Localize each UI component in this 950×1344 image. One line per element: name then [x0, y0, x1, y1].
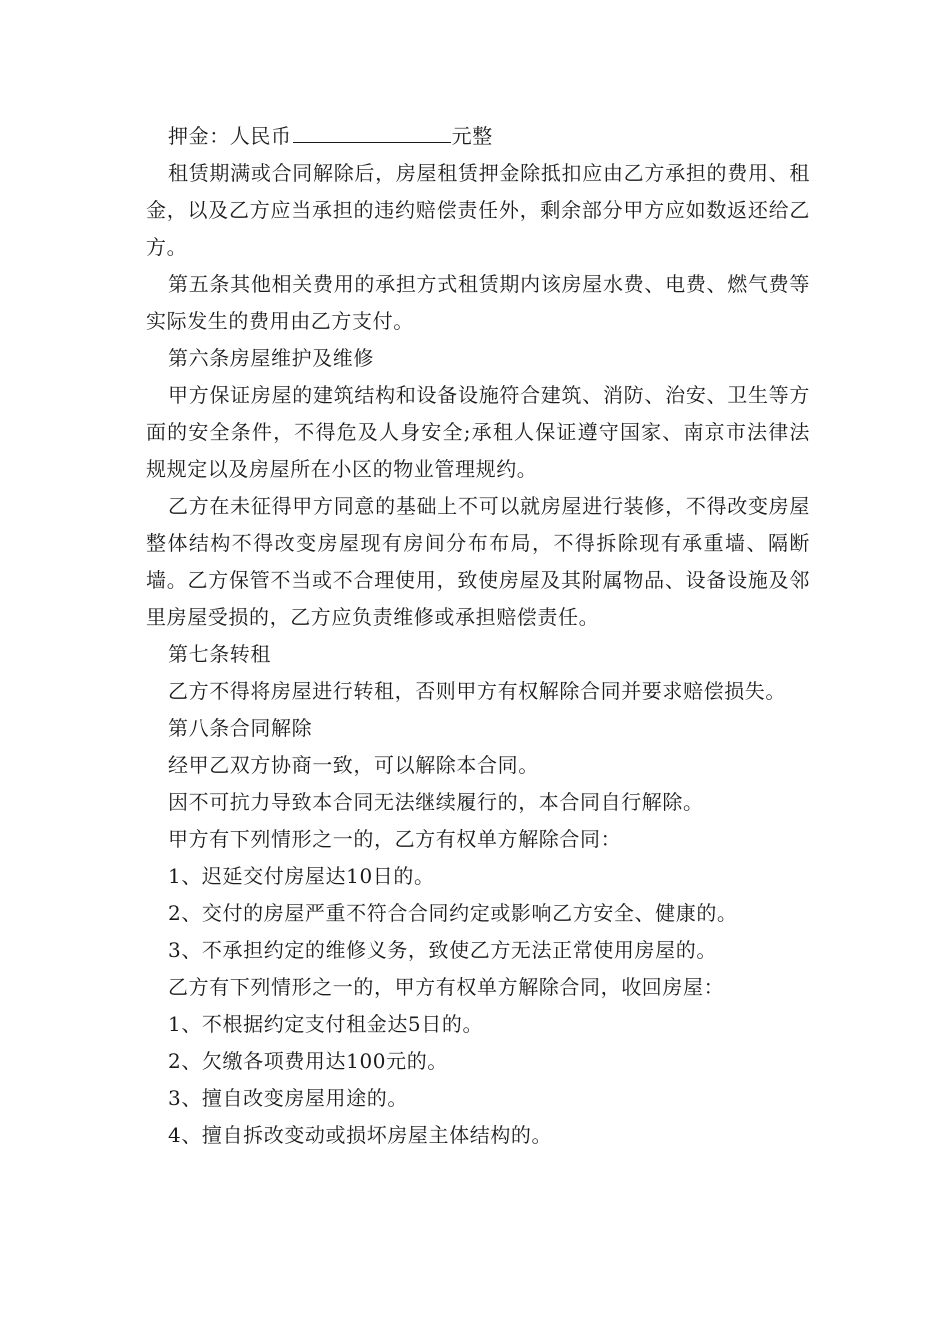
deposit-line	[146, 118, 810, 155]
deposit-prefix: 押金：人民币	[168, 124, 292, 148]
deposit-amount-blank	[293, 122, 451, 143]
paragraph-sublease: 乙方不得将房屋进行转租，否则甲方有权解除合同并要求赔偿损失。	[168, 679, 786, 703]
list-item: 1、迟延交付房屋达10日的。	[168, 864, 435, 888]
paragraph-force-majeure: 因不可抗力导致本合同无法继续履行的，本合同自行解除。	[168, 790, 704, 814]
paragraph-tenant-renovation: 乙方在未征得甲方同意的基础上不可以就房屋进行装修，不得改变房屋整体结构不得改变房屋现有房间分布布局，不得拆除现有承重墙、隔断墙。乙方保管不当或不合理使用，致使房屋及其附属物品、设备设施及邻里房屋受损的，乙方应负责维修或承担赔偿责任。	[146, 494, 810, 629]
heading-article-7: 第七条转租	[168, 642, 271, 666]
deposit-suffix: 元整	[451, 124, 493, 148]
heading-article-8: 第八条合同解除	[168, 716, 313, 740]
list-item: 2、欠缴各项费用达100元的。	[168, 1049, 448, 1073]
paragraph-landlord-guarantee: 甲方保证房屋的建筑结构和设备设施符合建筑、消防、治安、卫生等方面的安全条件，不得危及人身安全;承租人保证遵守国家、南京市法律法规规定以及房屋所在小区的物业管理规约。	[146, 383, 810, 481]
paragraph-article-5: 第五条其他相关费用的承担方式租赁期内该房屋水费、电费、燃气费等实际发生的费用由乙方支付。	[146, 272, 810, 333]
list-item: 4、擅自拆改变动或损坏房屋主体结构的。	[168, 1123, 553, 1147]
list-item: 3、不承担约定的维修义务，致使乙方无法正常使用房屋的。	[168, 938, 717, 962]
paragraph-landlord-conditions: 甲方有下列情形之一的，乙方有权单方解除合同：	[168, 827, 622, 851]
paragraph-deposit-return: 租赁期满或合同解除后，房屋租赁押金除抵扣应由乙方承担的费用、租金，以及乙方应当承担的违约赔偿责任外，剩余部分甲方应如数返还给乙方。	[146, 161, 810, 259]
contract-body	[146, 118, 810, 1154]
list-item: 2、交付的房屋严重不符合合同约定或影响乙方安全、健康的。	[168, 901, 738, 925]
list-item: 3、擅自改变房屋用途的。	[168, 1086, 408, 1110]
paragraph-tenant-conditions: 乙方有下列情形之一的，甲方有权单方解除合同，收回房屋：	[168, 975, 725, 999]
heading-article-6: 第六条房屋维护及维修	[168, 346, 374, 370]
list-item: 1、不根据约定支付租金达5日的。	[168, 1012, 484, 1036]
paragraph-mutual-termination: 经甲乙双方协商一致，可以解除本合同。	[168, 753, 539, 777]
